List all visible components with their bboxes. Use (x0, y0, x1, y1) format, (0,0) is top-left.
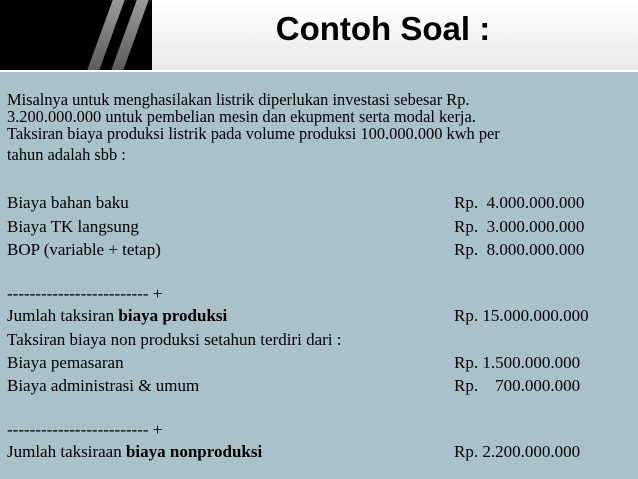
nonproduction-heading: Taksiran biaya non produksi setahun terdiri dari : (7, 330, 342, 349)
production-total-label (7, 306, 227, 325)
cost-label-bop: BOP (variable + tetap) (7, 240, 161, 259)
separator-1: ------------------------- + (7, 284, 163, 303)
cost-value-administrasi: Rp. 700.000.000 (454, 376, 581, 395)
production-total-prefix: Jumlah taksiran (7, 306, 119, 325)
intro-line-1: Misalnya untuk menghasilakan listrik diperlukan investasi sebesar Rp. (7, 90, 470, 109)
cost-value-bahan-baku: Rp. 4.000.000.000 (454, 193, 585, 212)
cost-value-pemasaran: Rp. 1.500.000.000 (454, 353, 581, 372)
cost-label-administrasi: Biaya administrasi & umum (7, 376, 200, 395)
intro-line-4: tahun adalah sbb : (7, 145, 126, 164)
nonproduction-total-prefix: Jumlah taksiraan (7, 442, 126, 461)
production-total-value: Rp. 15.000.000.000 (454, 306, 589, 325)
slide-title: Contoh Soal : (275, 10, 491, 47)
nonproduction-total-label (7, 442, 262, 461)
production-total-bold: biaya produksi (118, 306, 228, 325)
cost-value-tk-langsung: Rp. 3.000.000.000 (454, 217, 585, 236)
intro-line-3: Taksiran biaya produksi listrik pada volume produksi 100.000.000 kwh per (7, 124, 500, 143)
cost-value-bop: Rp. 8.000.000.000 (454, 240, 585, 259)
cost-label-tk-langsung: Biaya TK langsung (7, 217, 139, 236)
cost-label-pemasaran: Biaya pemasaran (7, 353, 124, 372)
intro-line-2: 3.200.000.000 untuk pembelian mesin dan ekupment serta modal kerja. (7, 107, 476, 126)
nonproduction-total-bold: biaya nonproduksi (125, 442, 263, 461)
slide-header (0, 0, 638, 70)
nonproduction-total-value: Rp. 2.200.000.000 (454, 442, 581, 461)
cost-label-bahan-baku: Biaya bahan baku (7, 193, 129, 212)
separator-2: ------------------------- + (7, 420, 163, 439)
